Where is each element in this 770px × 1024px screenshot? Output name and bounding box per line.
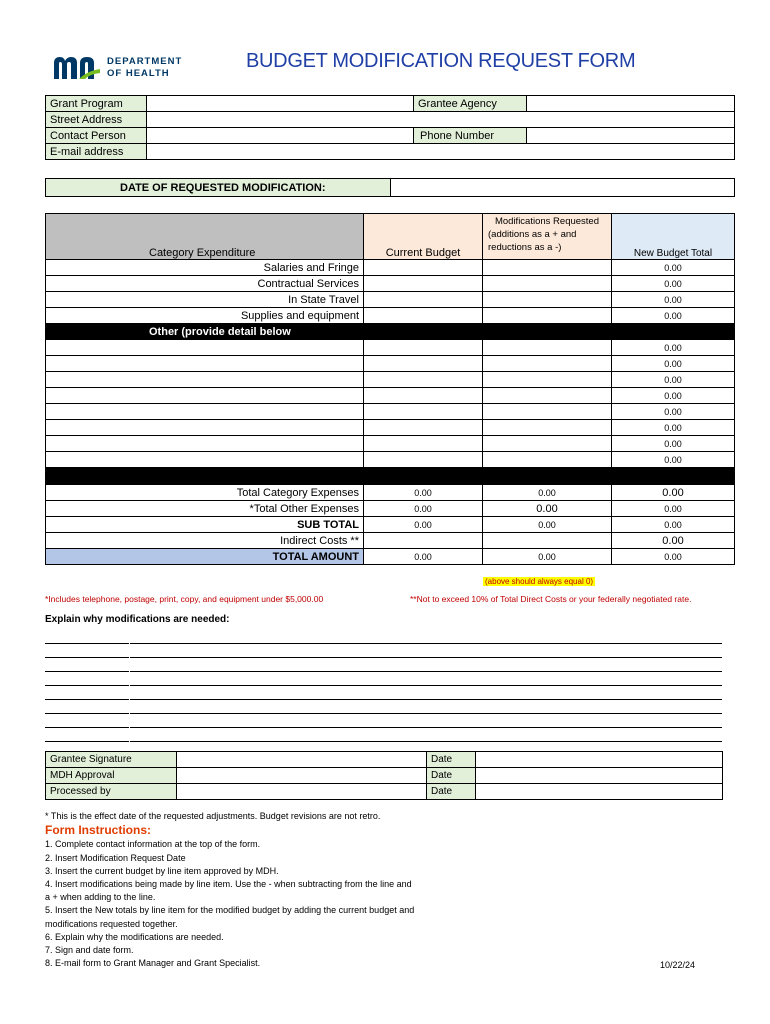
explain-textarea[interactable] xyxy=(45,630,722,742)
category-row xyxy=(46,260,735,276)
category-row xyxy=(46,308,735,324)
new-budget-cell: 0.00 xyxy=(612,356,735,372)
current-budget-cell[interactable] xyxy=(364,388,483,404)
signature-field[interactable] xyxy=(177,784,427,800)
other-header: Other (provide detail below xyxy=(46,324,364,340)
total-new-cell: 0.00 xyxy=(612,501,735,517)
total-modification-cell: 0.00 xyxy=(483,517,612,533)
signature-table xyxy=(45,751,723,800)
new-budget-cell: 0.00 xyxy=(612,260,735,276)
total-label: Total Category Expenses xyxy=(46,485,364,501)
explain-label: Explain why modifications are needed: xyxy=(45,614,230,625)
signature-label: Processed by xyxy=(46,784,177,800)
current-budget-cell[interactable] xyxy=(364,452,483,468)
modification-cell[interactable] xyxy=(483,276,612,292)
total-current-cell xyxy=(364,533,483,549)
instruction-item: 6. Explain why the modifications are needed. xyxy=(45,931,224,942)
new-budget-header: New Budget Total xyxy=(612,214,735,260)
modification-cell[interactable] xyxy=(483,356,612,372)
instruction-item: 7. Sign and date form. xyxy=(45,945,134,956)
modification-date-table xyxy=(45,178,735,197)
new-budget-cell: 0.00 xyxy=(612,308,735,324)
current-budget-header: Current Budget xyxy=(364,214,483,260)
spacer-row-new xyxy=(612,468,735,485)
other-detail-cell[interactable] xyxy=(46,436,364,452)
explain-line xyxy=(45,658,722,672)
explain-line xyxy=(45,644,722,658)
date-label: Date xyxy=(427,752,476,768)
modifications-header xyxy=(483,214,612,260)
total-new-cell: 0.00 xyxy=(612,549,735,565)
explain-line xyxy=(45,714,722,728)
instruction-item: modifications requested together. xyxy=(45,918,178,929)
category-row xyxy=(46,292,735,308)
new-budget-cell: 0.00 xyxy=(612,276,735,292)
current-budget-cell[interactable] xyxy=(364,404,483,420)
modification-cell[interactable] xyxy=(483,372,612,388)
category-row xyxy=(46,276,735,292)
instruction-item: 3. Insert the current budget by line item approved by MDH. xyxy=(45,865,279,876)
explain-line xyxy=(45,700,722,714)
other-row xyxy=(46,356,735,372)
current-budget-cell[interactable] xyxy=(364,292,483,308)
other-header-mod xyxy=(483,324,612,340)
grantee-agency-label: Grantee Agency xyxy=(414,96,527,112)
total-row xyxy=(46,549,735,565)
category-label: Salaries and Fringe xyxy=(46,260,364,276)
total-current-cell: 0.00 xyxy=(364,485,483,501)
new-budget-cell: 0.00 xyxy=(612,388,735,404)
email-address-label: E-mail address xyxy=(46,144,147,160)
street-address-field[interactable] xyxy=(147,112,735,128)
total-row xyxy=(46,533,735,549)
date-label: Date xyxy=(427,768,476,784)
signature-label: Grantee Signature xyxy=(46,752,177,768)
instruction-item: a + when adding to the line. xyxy=(45,892,156,903)
current-budget-cell[interactable] xyxy=(364,260,483,276)
other-header-current xyxy=(364,324,483,340)
footnote-right: **Not to exceed 10% of Total Direct Costs or your federally negotiated rate. xyxy=(410,594,692,604)
date-field[interactable] xyxy=(476,784,723,800)
total-modification-cell xyxy=(483,533,612,549)
modification-date-field[interactable] xyxy=(391,179,735,197)
form-title: BUDGET MODIFICATION REQUEST FORM xyxy=(246,50,636,72)
instruction-item: 8. E-mail form to Grant Manager and Grant Specialist. xyxy=(45,958,261,969)
modifications-header-line3: reductions as a -) xyxy=(488,242,562,253)
date-label: Date xyxy=(427,784,476,800)
new-budget-cell: 0.00 xyxy=(612,452,735,468)
total-label: SUB TOTAL xyxy=(46,517,364,533)
total-current-cell: 0.00 xyxy=(364,517,483,533)
current-budget-cell[interactable] xyxy=(364,340,483,356)
effect-date-note: * This is the effect date of the requested adjustments. Budget revisions are not retro. xyxy=(45,811,381,821)
new-budget-cell: 0.00 xyxy=(612,292,735,308)
new-budget-cell: 0.00 xyxy=(612,404,735,420)
signature-row xyxy=(46,784,723,800)
footnote-left: *Includes telephone, postage, print, copy, and equipment under $5,000.00 xyxy=(45,594,324,604)
total-new-cell: 0.00 xyxy=(612,485,735,501)
modification-cell[interactable] xyxy=(483,436,612,452)
above-equal-note xyxy=(483,571,595,589)
signature-field[interactable] xyxy=(177,768,427,784)
other-row xyxy=(46,340,735,356)
explain-line xyxy=(45,630,722,644)
logo-line2: OF HEALTH xyxy=(107,68,170,79)
signature-row xyxy=(46,768,723,784)
total-modification-cell: 0.00 xyxy=(483,485,612,501)
other-detail-cell[interactable] xyxy=(46,372,364,388)
other-row xyxy=(46,372,735,388)
spacer-row-mod xyxy=(483,468,612,485)
explain-line xyxy=(45,728,722,742)
modification-cell[interactable] xyxy=(483,260,612,276)
modifications-header-line2: (additions as a + and xyxy=(488,229,577,240)
total-label: TOTAL AMOUNT xyxy=(46,549,364,565)
other-detail-cell[interactable] xyxy=(46,420,364,436)
instructions-list xyxy=(45,838,414,970)
modification-cell[interactable] xyxy=(483,340,612,356)
category-label: In State Travel xyxy=(46,292,364,308)
other-header-new xyxy=(612,324,735,340)
other-detail-cell[interactable] xyxy=(46,340,364,356)
new-budget-cell: 0.00 xyxy=(612,340,735,356)
category-expenditure-header: Category Expenditure xyxy=(46,214,364,260)
other-detail-cell[interactable] xyxy=(46,452,364,468)
modification-cell[interactable] xyxy=(483,308,612,324)
other-row xyxy=(46,452,735,468)
other-detail-cell[interactable] xyxy=(46,404,364,420)
date-field[interactable] xyxy=(476,768,723,784)
modification-cell[interactable] xyxy=(483,388,612,404)
current-budget-cell[interactable] xyxy=(364,420,483,436)
current-budget-cell[interactable] xyxy=(364,372,483,388)
mdh-logo xyxy=(52,55,202,85)
total-row xyxy=(46,501,735,517)
current-budget-cell[interactable] xyxy=(364,276,483,292)
other-row xyxy=(46,420,735,436)
signature-field[interactable] xyxy=(177,752,427,768)
modifications-header-line1: Modifications Requested xyxy=(494,216,600,227)
total-label: Indirect Costs ** xyxy=(46,533,364,549)
modification-cell[interactable] xyxy=(483,452,612,468)
total-new-cell: 0.00 xyxy=(612,533,735,549)
new-budget-cell: 0.00 xyxy=(612,372,735,388)
modification-date-label: DATE OF REQUESTED MODIFICATION: xyxy=(46,179,391,197)
instructions-title: Form Instructions: xyxy=(45,823,152,838)
spacer-row-current xyxy=(364,468,483,485)
grant-program-label: Grant Program xyxy=(46,96,147,112)
email-address-field[interactable] xyxy=(147,144,735,160)
spacer-row xyxy=(46,468,364,485)
revision-date: 10/22/24 xyxy=(660,960,696,970)
grant-program-field[interactable] xyxy=(147,96,414,112)
total-current-cell: 0.00 xyxy=(364,549,483,565)
current-budget-cell[interactable] xyxy=(364,356,483,372)
new-budget-cell: 0.00 xyxy=(612,436,735,452)
signature-label: MDH Approval xyxy=(46,768,177,784)
total-modification-cell: 0.00 xyxy=(483,501,612,517)
contact-person-field[interactable] xyxy=(147,128,414,144)
other-row xyxy=(46,388,735,404)
modification-cell[interactable] xyxy=(483,420,612,436)
signature-row xyxy=(46,752,723,768)
mn-logo-icon xyxy=(52,55,102,81)
other-row xyxy=(46,404,735,420)
contact-person-label: Contact Person xyxy=(46,128,147,144)
budget-table xyxy=(45,213,735,565)
other-detail-cell[interactable] xyxy=(46,388,364,404)
above-equal-text: (above should always equal 0) xyxy=(485,577,594,586)
street-address-label: Street Address xyxy=(46,112,147,128)
instruction-item: 4. Insert modifications being made by line item. Use the - when subtracting from the line and xyxy=(45,879,412,890)
total-modification-cell: 0.00 xyxy=(483,549,612,565)
current-budget-cell[interactable] xyxy=(364,308,483,324)
current-budget-cell[interactable] xyxy=(364,436,483,452)
instruction-item: 1. Complete contact information at the top of the form. xyxy=(45,839,261,850)
date-field[interactable] xyxy=(476,752,723,768)
total-row xyxy=(46,485,735,501)
total-row xyxy=(46,517,735,533)
phone-number-label: Phone Number xyxy=(414,128,527,144)
logo-line1: DEPARTMENT xyxy=(107,56,183,67)
total-label: *Total Other Expenses xyxy=(46,501,364,517)
total-new-cell: 0.00 xyxy=(612,517,735,533)
explain-line xyxy=(45,672,722,686)
instruction-item: 2. Insert Modification Request Date xyxy=(45,852,186,863)
modification-cell[interactable] xyxy=(483,404,612,420)
category-label: Contractual Services xyxy=(46,276,364,292)
instruction-item: 5. Insert the New totals by line item for the modified budget by adding the current budget and xyxy=(45,905,415,916)
modification-cell[interactable] xyxy=(483,292,612,308)
instructions-block xyxy=(45,810,414,970)
category-label: Supplies and equipment xyxy=(46,308,364,324)
phone-number-field[interactable] xyxy=(527,128,735,144)
new-budget-cell: 0.00 xyxy=(612,420,735,436)
total-current-cell: 0.00 xyxy=(364,501,483,517)
grantee-agency-field[interactable] xyxy=(527,96,735,112)
other-detail-cell[interactable] xyxy=(46,356,364,372)
contact-table xyxy=(45,95,735,160)
other-row xyxy=(46,436,735,452)
explain-line xyxy=(45,686,722,700)
